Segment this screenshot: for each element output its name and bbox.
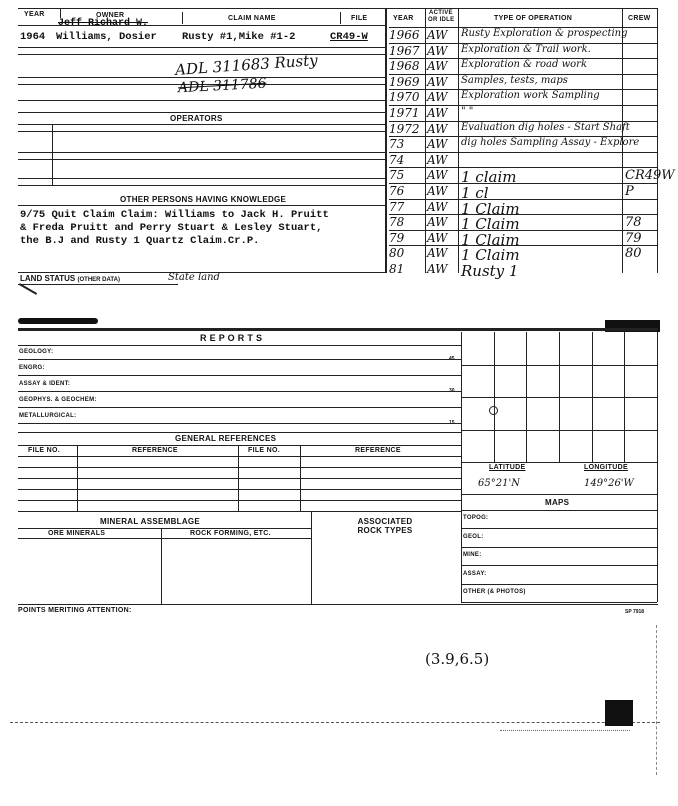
line1-owner: Williams, Dosier [56, 31, 157, 43]
adl-number-2: ADL 311786 [177, 75, 267, 97]
grid-row-line [461, 397, 657, 398]
activity-act: AW [427, 184, 448, 198]
activity-type: 1 cl [461, 184, 489, 202]
operators-label: OPERATORS [170, 114, 223, 123]
land-status-other-data: (OTHER DATA) [77, 277, 120, 283]
activity-type: 1 claim [461, 168, 517, 187]
refs-reference-2: REFERENCE [355, 447, 401, 454]
activity-year: 73 [389, 137, 405, 152]
table-header-year: YEAR [393, 15, 414, 22]
maps-row-line [461, 528, 657, 529]
rock-forming-label: ROCK FORMING, ETC. [190, 530, 271, 537]
activity-crew: 80 [625, 246, 642, 262]
activity-type: Exploration & road work [461, 59, 588, 71]
activity-type: Rusty Exploration & prospecting [461, 28, 628, 39]
maps-row-line [461, 602, 657, 603]
other-persons-line-2: & Freda Pruitt and Perry Stuart & Lesley Stuart, [20, 222, 323, 234]
scan-line [10, 722, 660, 723]
activity-year: 1972 [389, 121, 420, 136]
refs-reference-1: REFERENCE [132, 447, 178, 454]
grid-point-marker [489, 406, 498, 415]
activity-type: Exploration & Trail work. [461, 43, 591, 55]
activity-year: 77 [389, 199, 405, 214]
land-status-label [20, 274, 120, 283]
activity-type: 1 Claim [461, 230, 520, 249]
activity-crew: P [625, 184, 634, 199]
activity-act: AW [427, 59, 448, 74]
struck-owner-names: Jeff Richard W. [58, 18, 149, 29]
maps-row-label: OTHER (& PHOTOS) [463, 589, 526, 595]
activity-type: Rusty 1 [461, 262, 519, 280]
other-persons-label: OTHER PERSONS HAVING KNOWLEDGE [120, 195, 287, 204]
longitude-label: LONGITUDE [584, 464, 628, 471]
report-line [18, 407, 461, 408]
activity-type: 1 Claim [461, 215, 520, 234]
general-references-title: GENERAL REFERENCES [175, 434, 277, 443]
activity-type: Evaluation dig holes - Start Shaft [461, 121, 630, 133]
activity-act: AW [427, 28, 448, 42]
table-header-type: TYPE OF OPERATION [494, 15, 573, 22]
activity-type: dig holes Sampling Assay - Explore [461, 137, 640, 149]
other-persons-line-1: 9/75 Quit Claim Claim: Williams to Jack H. Pruitt [20, 209, 329, 221]
activity-year: 1967 [389, 43, 420, 58]
activity-year: 1970 [389, 90, 420, 105]
other-persons-line-3: the B.J and Rusty 1 Quartz Claim.Cr.P. [20, 235, 260, 247]
maps-row-line [461, 565, 657, 566]
maps-row-label: MINE: [463, 552, 482, 558]
torn-edge-left [18, 318, 98, 324]
ore-minerals-label: ORE MINERALS [48, 530, 106, 537]
land-status-value: State land [168, 272, 220, 283]
activity-act: AW [427, 215, 448, 230]
activity-year: 1968 [389, 59, 420, 74]
activity-act: AW [427, 121, 448, 136]
activity-year: 76 [389, 184, 405, 198]
activity-year: 1969 [389, 74, 420, 89]
report-label: GEOPHYS. & GEOCHEM: [19, 397, 97, 403]
activity-type: Exploration work Sampling [461, 90, 600, 102]
activity-year: 1966 [389, 28, 420, 42]
table-header-active: ACTIVE [429, 10, 453, 16]
maps-title: MAPS [545, 498, 570, 507]
line1-claim: Rusty #1,Mike #1-2 [182, 31, 296, 43]
report-line [18, 391, 461, 392]
reports-title: R E P O R T S [200, 333, 263, 343]
activity-crew: 78 [625, 215, 642, 231]
activity-year: 74 [389, 152, 405, 167]
maps-row-label: ASSAY: [463, 570, 487, 577]
activity-type: 1 Claim [461, 246, 520, 265]
activity-year: 80 [389, 246, 405, 261]
activity-year: 1971 [389, 106, 420, 120]
mineral-assemblage-title: MINERAL ASSEMBLAGE [100, 517, 201, 526]
activity-act: AW [427, 137, 448, 152]
activity-year: 78 [389, 215, 405, 230]
line1-year: 1964 [20, 31, 46, 43]
activity-type: Samples, tests, maps [461, 74, 568, 86]
associated-rock-types: ASSOCIATED ROCK TYPES [357, 517, 413, 535]
report-line [18, 375, 461, 376]
activity-crew: CR49W [625, 168, 675, 184]
maps-row-label: TOPOG: [463, 515, 489, 521]
activity-act: AW [427, 43, 448, 58]
report-label: GEOLOGY: [19, 349, 54, 355]
scan-speckle [500, 730, 630, 741]
report-scale-number: 45 [449, 356, 455, 362]
report-scale-number: 15 [449, 420, 455, 426]
activity-act: AW [427, 168, 448, 183]
header-owner: OWNER [96, 12, 125, 19]
longitude-value: 149°26'W [584, 478, 634, 489]
report-scale-number: 30 [449, 388, 455, 394]
activity-act: AW [427, 230, 448, 245]
activity-act: AW [427, 90, 448, 105]
activity-year: 75 [389, 168, 405, 183]
activity-act: AW [427, 246, 448, 261]
report-label: METALLURGICAL: [19, 413, 77, 419]
activity-year: 81 [389, 262, 405, 276]
latitude-label: LATITUDE [489, 464, 526, 471]
refs-file-no-2: FILE NO. [248, 447, 280, 454]
report-line [18, 423, 461, 424]
maps-row-line [461, 547, 657, 548]
activity-act: AW [427, 199, 448, 214]
activity-act: AW [427, 152, 448, 167]
report-line [18, 359, 461, 360]
latitude-value: 65°21'N [478, 478, 520, 489]
activity-year: 79 [389, 230, 405, 245]
form-number: SP 7918 [625, 609, 645, 615]
activity-act: AW [427, 262, 448, 276]
header-year: YEAR [24, 11, 45, 18]
activity-type: 1 Claim [461, 199, 520, 218]
activity-type: " " [461, 106, 474, 117]
maps-row-line [461, 584, 657, 585]
grid-row-line [461, 462, 657, 463]
line1-file: CR49-W [330, 31, 368, 43]
handwritten-note: (3.9,6.5) [425, 650, 490, 668]
maps-row-label: GEOL: [463, 533, 484, 540]
activity-crew: 79 [625, 230, 642, 246]
table-header-crew: CREW [628, 15, 651, 22]
scan-blot [605, 700, 633, 726]
land-status-title: LAND STATUS [20, 274, 76, 283]
report-label: ENGRG: [19, 365, 45, 371]
report-label: ASSAY & IDENT: [19, 381, 71, 387]
header-claim-name: CLAIM NAME [228, 15, 276, 22]
grid-row-line [461, 430, 657, 431]
activity-act: AW [427, 106, 448, 120]
table-header-idle: OR IDLE [428, 17, 455, 23]
header-file: FILE [351, 15, 368, 22]
grid-row-line [461, 365, 657, 366]
points-meriting-attention: POINTS MERITING ATTENTION: [18, 607, 132, 614]
activity-act: AW [427, 74, 448, 89]
refs-file-no-1: FILE NO. [28, 447, 60, 454]
adl-number-1: ADL 311683 Rusty [174, 51, 319, 79]
